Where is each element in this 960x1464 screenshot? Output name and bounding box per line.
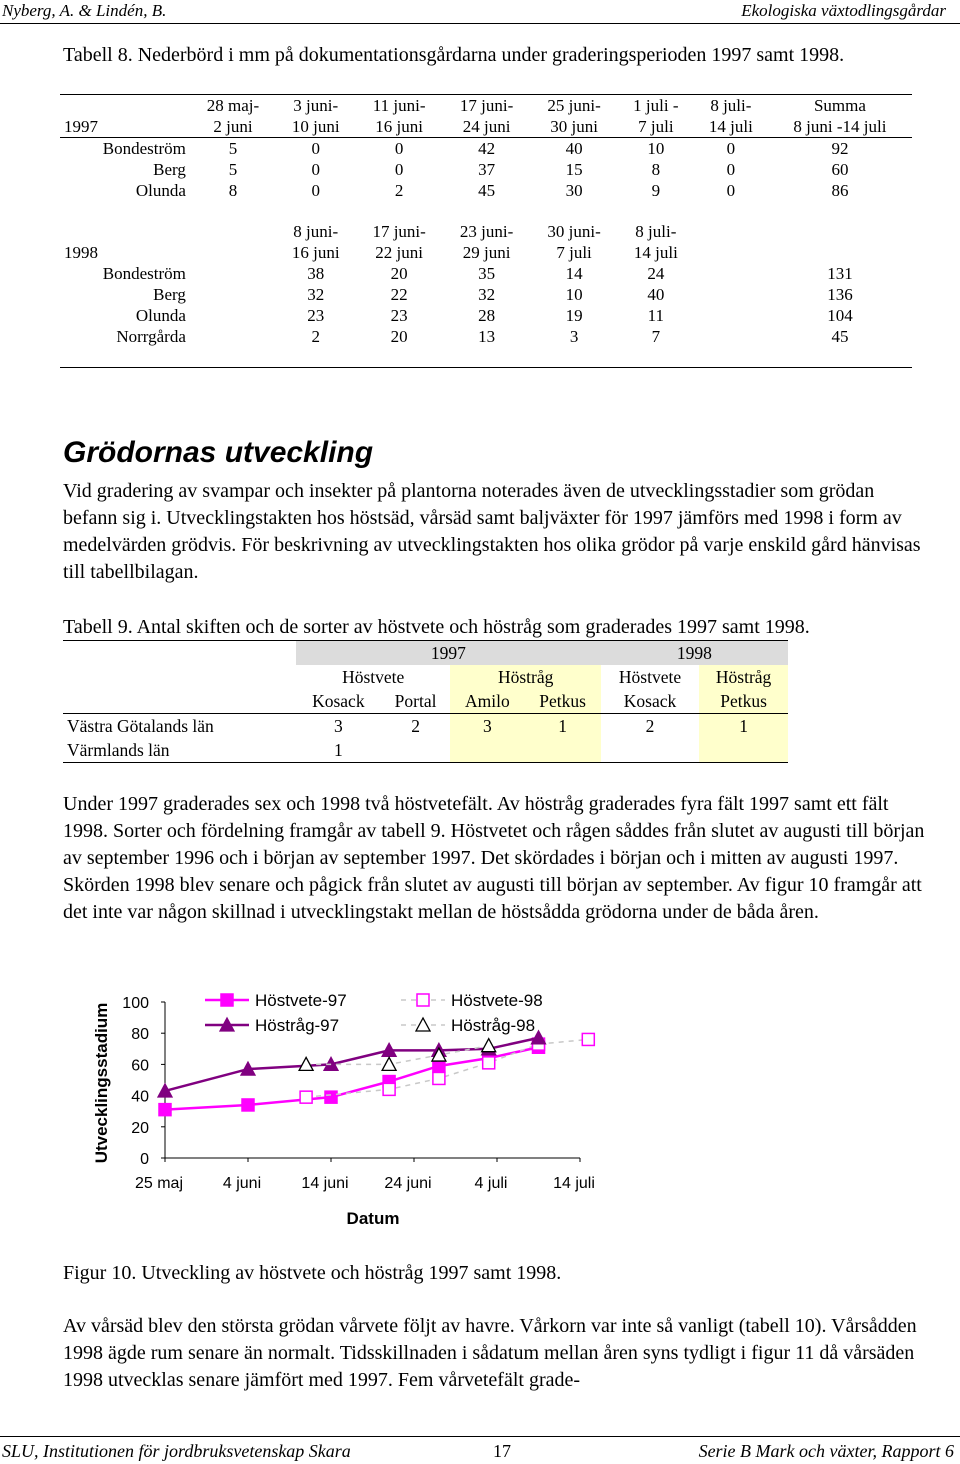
t9-cultivar: Kosack — [623, 690, 677, 711]
cell: 60 — [831, 160, 849, 179]
cell: 0 — [726, 139, 736, 158]
row-label: Norrgårda — [116, 327, 186, 346]
data-point — [242, 1099, 254, 1111]
table8 — [60, 94, 912, 368]
header-author: Nyberg, A. & Lindén, B. — [2, 1, 167, 20]
cell — [450, 738, 524, 763]
table-row — [60, 263, 912, 284]
cell: 92 — [831, 139, 849, 158]
cell: 11 — [647, 306, 665, 325]
data-point — [300, 1091, 312, 1103]
t8-col-head: 16 juni — [291, 243, 340, 262]
cell: 5 — [228, 160, 238, 179]
cell: 0 — [726, 181, 736, 200]
table-row — [63, 714, 788, 739]
figure10-caption: Figur 10. Utveckling av höstvete och höstråg 1997 samt 1998. — [63, 1262, 562, 1284]
t8-col-head: 11 juni- — [355, 95, 442, 117]
legend-item — [401, 1016, 535, 1035]
data-point — [382, 1057, 396, 1070]
data-point — [159, 1104, 171, 1116]
t8-col-head: 2 juni — [190, 116, 276, 138]
t8-col-head: 8 juni- — [293, 222, 339, 241]
chart-legend — [205, 991, 543, 1035]
x-tick-label: 4 juli — [474, 1175, 508, 1192]
cell: 40 — [565, 139, 583, 158]
data-point — [417, 994, 429, 1006]
t8-col-head: 3 juni- — [276, 95, 355, 117]
cell — [699, 738, 788, 763]
t8-year: 1998 — [64, 243, 98, 262]
t9-crop: Höstråg — [699, 665, 788, 689]
cell: 2 — [645, 715, 655, 736]
legend-item — [205, 991, 347, 1010]
data-point — [383, 1083, 395, 1095]
cell: 32 — [307, 285, 325, 304]
paragraph: Under 1997 graderades sex och 1998 två höstvetefält. Av höstråg graderades fyra fält 1997 samt ett fält 1998. Sorter och fördelning framgår av tabell 9. Höstvetet och rågen såddes från slutet av augusti till början av september 1996 och i början av september 1997. Det skördades i början och i mitten av augusti 1997. Skörden 1998 blev senare och pågick från slutet av augusti till början av september. Av figur 10 framgår att det inte var någon skillnad i utvecklingstakt mellan de höstsådda grödorna under de båda åren. — [63, 793, 925, 923]
t9-cultivar: Portal — [394, 690, 437, 711]
cell — [524, 738, 601, 763]
cell: 104 — [827, 306, 853, 325]
data-point — [482, 1039, 496, 1052]
t9-cultivar: Kosack — [312, 690, 365, 711]
x-tick-label: 14 juli — [553, 1175, 595, 1192]
table9 — [63, 640, 788, 763]
cell: 9 — [651, 181, 661, 200]
t9-year: 1997 — [296, 641, 601, 666]
t8-col-head: Summa — [768, 95, 912, 117]
cell: 0 — [311, 139, 320, 158]
footer-institution: SLU, Institutionen för jordbruksvetenskap Skara — [2, 1441, 351, 1461]
cell: 19 — [565, 306, 583, 325]
row-label: Olunda — [135, 181, 186, 200]
y-tick-label: 80 — [131, 1026, 149, 1044]
legend-item — [401, 991, 543, 1010]
cell: 0 — [726, 160, 736, 179]
t8-col-head: 30 juni- — [547, 222, 601, 241]
t8-col-head: 1 juli - — [618, 95, 694, 117]
cell: 37 — [478, 160, 496, 179]
x-tick-label: 4 juni — [222, 1175, 262, 1192]
series-line — [306, 1039, 588, 1097]
header-title: Ekologiska växtodlingsgårdar — [741, 1, 946, 20]
t9-cultivar: Petkus — [699, 689, 788, 714]
t9-crop: Höstvete — [618, 666, 682, 687]
cell — [381, 738, 451, 763]
legend-label: Höstråg-98 — [451, 1016, 536, 1035]
x-tick-label: 24 juni — [384, 1175, 432, 1192]
cell: 28 — [478, 306, 496, 325]
paragraph: Vid gradering av svampar och insekter på plantorna noterades även de utvecklingsstadier som grödan befann sig i. Utvecklingstakten hos höstsäd, vårsäd samt baljväxter för 1997 jämförs med 1998 i form av medelvärden grödvis. För beskrivning av utvecklingstakten hos olika grödor på varje enskild gård hänvisas till tabellbilagan. — [63, 480, 921, 583]
table-row — [60, 180, 912, 201]
row-label: Berg — [153, 160, 186, 179]
cell: 1 — [333, 739, 343, 760]
t8-col-head: 8 juli- — [694, 95, 768, 117]
cell: 32 — [478, 285, 496, 304]
x-tick-label: 14 juni — [301, 1175, 349, 1192]
legend-item — [205, 1016, 339, 1035]
t8-col-head: 30 juni — [530, 116, 617, 138]
cell: 0 — [311, 160, 320, 179]
row-label: Olunda — [135, 306, 186, 325]
t8-col-head: 28 maj- — [190, 95, 276, 117]
t8-col-head: 8 juli- — [635, 222, 677, 241]
t9-crop: Höstråg — [450, 665, 600, 689]
t8-year: 1997 — [60, 116, 169, 138]
cell: 3 — [333, 715, 343, 736]
cell: 15 — [565, 160, 583, 179]
cell: 42 — [478, 139, 496, 158]
t9-crop: Höstvete — [342, 666, 405, 687]
cell: 22 — [390, 285, 408, 304]
cell: 45 — [478, 181, 496, 200]
table-row — [60, 284, 912, 305]
t8-col-head: 8 juni -14 juli — [768, 116, 912, 138]
paragraph: Av vårsäd blev den största grödan vårvete följt av havre. Vårkorn var inte så vanligt (tabell 10). Vårsådden 1998 ägde rum senare än normalt. Tidsskillnaden i sådatum mellan åren syns tydligt i figur 11 då vårsäden 1998 utvecklas senare jämfört med 1997. Fem vårvetefält grade- — [63, 1315, 917, 1391]
cell — [601, 738, 699, 763]
t8-col-head: 14 juli — [694, 116, 768, 138]
cell: 40 — [647, 285, 665, 304]
legend-label: Höstråg-97 — [255, 1016, 340, 1035]
cell: 38 — [307, 264, 325, 283]
table-row — [60, 159, 912, 180]
t8-col-head: 7 juli — [556, 243, 592, 262]
y-tick-label: 0 — [140, 1151, 149, 1168]
cell: 10 — [565, 285, 583, 304]
legend-label: Höstvete-98 — [451, 991, 543, 1010]
cell: 131 — [827, 264, 853, 283]
data-point — [433, 1060, 445, 1072]
cell: 13 — [478, 327, 496, 346]
cell: 0 — [394, 139, 404, 158]
t8-col-head: 24 juni — [443, 116, 530, 138]
table-row — [60, 326, 912, 347]
header-rule — [0, 23, 960, 24]
data-point — [325, 1091, 337, 1103]
cell: 3 — [569, 327, 579, 346]
cell: 24 — [647, 264, 665, 283]
data-point — [483, 1057, 495, 1069]
x-tick-label: 25 maj — [134, 1175, 184, 1192]
y-tick-label: 100 — [122, 995, 149, 1012]
table-row — [60, 305, 912, 326]
t8-col-head: 29 juni — [462, 243, 511, 262]
cell: 14 — [565, 264, 583, 283]
table9-caption: Tabell 9. Antal skiften och de sorter av höstvete och höstråg som graderades 1997 samt 1998. — [63, 616, 810, 638]
cell: 20 — [390, 327, 408, 346]
t8-col-head: 22 juni — [375, 243, 423, 262]
cell: 35 — [478, 264, 496, 283]
t8-col-head: 14 juli — [633, 243, 678, 262]
cell: 30 — [565, 181, 583, 200]
cell: 10 — [647, 139, 665, 158]
y-tick-label: 40 — [131, 1088, 149, 1106]
data-point — [416, 1018, 430, 1031]
row-label: Bondeström — [102, 139, 186, 158]
t8-col-head: 17 juni- — [372, 222, 426, 241]
table8-caption: Tabell 8. Nederbörd i mm på dokumentationsgårdarna under graderingsperioden 1997 samt 1998. — [63, 44, 845, 66]
cell: 8 — [651, 160, 661, 179]
footer-rule — [0, 1436, 960, 1437]
cell: 2 — [411, 715, 420, 736]
x-axis-label: Datum — [346, 1209, 400, 1228]
chart-series — [158, 1031, 594, 1116]
cell: 23 — [307, 306, 325, 325]
t8-col-head: 17 juni- — [443, 95, 530, 117]
row-label: Värmlands län — [67, 739, 170, 760]
t9-year: 1998 — [601, 641, 788, 666]
cell: 8 — [228, 181, 238, 200]
cell: 7 — [651, 327, 661, 346]
t8-col-head: 23 juni- — [459, 222, 514, 241]
data-point — [433, 1072, 445, 1084]
cell: 0 — [311, 181, 320, 200]
t8-col-head: 10 juni — [276, 116, 355, 138]
cell: 20 — [390, 264, 408, 283]
page-number: 17 — [493, 1441, 511, 1461]
data-point — [582, 1033, 594, 1045]
t8-col-head: 16 juni — [355, 116, 442, 138]
row-label: Berg — [153, 285, 186, 304]
cell: 3 — [450, 714, 524, 739]
cell: 136 — [827, 285, 853, 304]
cell: 1 — [699, 714, 788, 739]
t9-cultivar: Amilo — [450, 689, 524, 714]
section-heading: Grödornas utveckling — [63, 436, 374, 469]
table-row — [60, 138, 912, 160]
y-axis-label: Utvecklingsstadium — [92, 1002, 111, 1164]
cell: 1 — [524, 714, 601, 739]
y-tick-label: 60 — [131, 1057, 149, 1075]
t8-col-head: 7 juli — [618, 116, 694, 138]
t9-cultivar: Petkus — [524, 689, 601, 714]
row-label: Bondeström — [102, 264, 186, 283]
cell: 0 — [394, 160, 404, 179]
legend-label: Höstvete-97 — [255, 991, 347, 1010]
cell: 23 — [390, 306, 408, 325]
y-tick-label: 20 — [131, 1119, 149, 1137]
data-point — [221, 994, 233, 1006]
table-row — [63, 738, 788, 763]
footer-series: Serie B Mark och växter, Rapport 6 — [698, 1441, 954, 1461]
cell: 2 — [311, 327, 320, 346]
row-label: Västra Götalands län — [67, 715, 214, 736]
cell: 5 — [228, 139, 238, 158]
development-chart — [85, 985, 625, 1235]
cell: 45 — [831, 327, 849, 346]
cell: 2 — [394, 181, 404, 200]
t8-col-head: 25 juni- — [530, 95, 617, 117]
cell: 86 — [831, 181, 849, 200]
